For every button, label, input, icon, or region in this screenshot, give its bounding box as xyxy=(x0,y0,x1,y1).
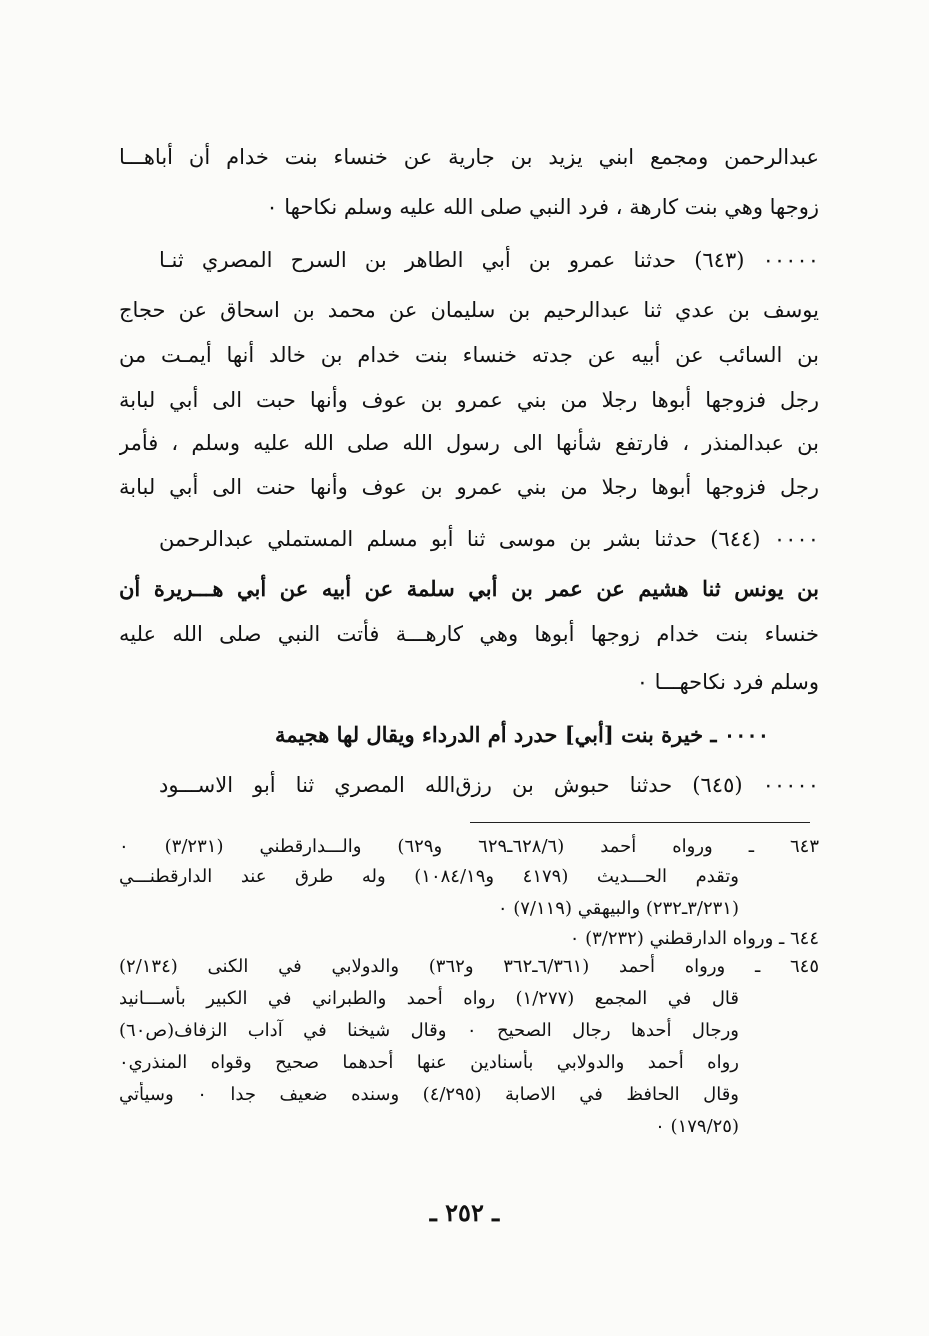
footnote-line: قال في المجمع (١/٢٧٧) رواه أحمد والطبراني في الكبير بأســـانيد xyxy=(119,988,739,1009)
footnote-line: (٣/٢٣١ـ٢٣٢) والبيهقي (٧/١١٩) ٠ xyxy=(497,898,739,919)
body-line: بن السائب عن أبيه عن جدته خنساء بنت خدام بن خالد أنها أيمـت من xyxy=(119,343,819,367)
body-line: وسلم فرد نكاحهـــا ٠ xyxy=(636,670,819,694)
body-line: رجل فزوجها أبوها رجلا من بني عمرو بن عوف وأنها حبت الى أبي لبابة xyxy=(119,388,819,412)
body-line: خنساء بنت خدام زوجها أبوها وهي كارهـــة فأتت النبي صلى الله عليه xyxy=(119,622,819,646)
body-line: رجل فزوجها أبوها رجلا من بني عمرو بن عوف وأنها حنت الى أبي لبابة xyxy=(119,475,819,499)
footnote-line: ورجال أحدها رجال الصحيح ٠ وقال شيخنا في آداب الزفاف(ص٦٠) xyxy=(119,1020,739,1041)
section-heading: ٠٠٠٠ ـ خيرة بنت [أبي] حدرد أم الدرداء ويقال لها هجيمة xyxy=(274,722,769,747)
footnote-divider xyxy=(470,822,810,823)
hadith-644-start: ٠٠٠٠ (٦٤٤) حدثنا بشر بن موسى ثنا أبو مسلم المستملي عبدالرحمن xyxy=(159,527,819,551)
page-number: ـ ٢٥٢ ـ xyxy=(429,1198,500,1227)
body-line: عبدالرحمن ومجمع ابني يزيد بن جارية عن خنساء بنت خدام أن أباهـــا xyxy=(119,145,819,169)
footnote-644: ٦٤٤ ـ ورواه الدارقطني (٣/٢٣٢) ٠ xyxy=(569,928,819,949)
hadith-645-start: ٠٠٠٠٠ (٦٤٥) حدثنا حبوش بن رزق‌الله المصري ثنا أبو الاســـود xyxy=(159,773,819,797)
body-line: بن عبدالمنذر ، فارتفع شأنها الى رسول الله صلى الله عليه وسلم ، فأمر xyxy=(119,431,819,455)
footnote-line: رواه أحمد والدولابي بأسنادين عنها أحدهما صحيح وقواه المنذري٠ xyxy=(119,1052,739,1073)
body-line: يوسف بن عدي ثنا عبدالرحيم بن سليمان عن محمد بن اسحاق عن حجاج xyxy=(119,298,819,322)
footnote-643: ٦٤٣ ـ ورواه أحمد (٦٢٨/٦ـ٦٢٩ و٦٢٩) والـــدارقطني (٣/٢٣١) ٠ xyxy=(119,836,819,857)
footnote-line: وتقدم الحـــديث (٤١٧٩ و١٠٨٤/١٩) وله طرق عند الدارقطنـــي xyxy=(119,866,739,887)
footnote-line: وقال الحافظ في الاصابة (٤/٢٩٥) وسنده ضعيف جدا ٠ وسيأتي xyxy=(119,1084,739,1105)
body-line: بن يونس ثنا هشيم عن عمر بن أبي سلمة عن أبيه عن أبي هـــريرة أن xyxy=(119,576,819,601)
footnote-645: ٦٤٥ ـ ورواه أحمد (٦/٣٦١ـ٣٦٢ و٣٦٢) والدولابي في الكنى (٢/١٣٤) xyxy=(119,956,819,977)
footnote-line: (١٧٩/٢٥) ٠ xyxy=(655,1116,739,1137)
hadith-643-start: ٠٠٠٠٠ (٦٤٣) حدثنا عمرو بن أبي الطاهر بن السرح المصري ثنـا xyxy=(159,248,819,272)
body-line: زوجها وهي بنت كارهة ، فرد النبي صلى الله عليه وسلم نكاحها ٠ xyxy=(266,195,819,219)
